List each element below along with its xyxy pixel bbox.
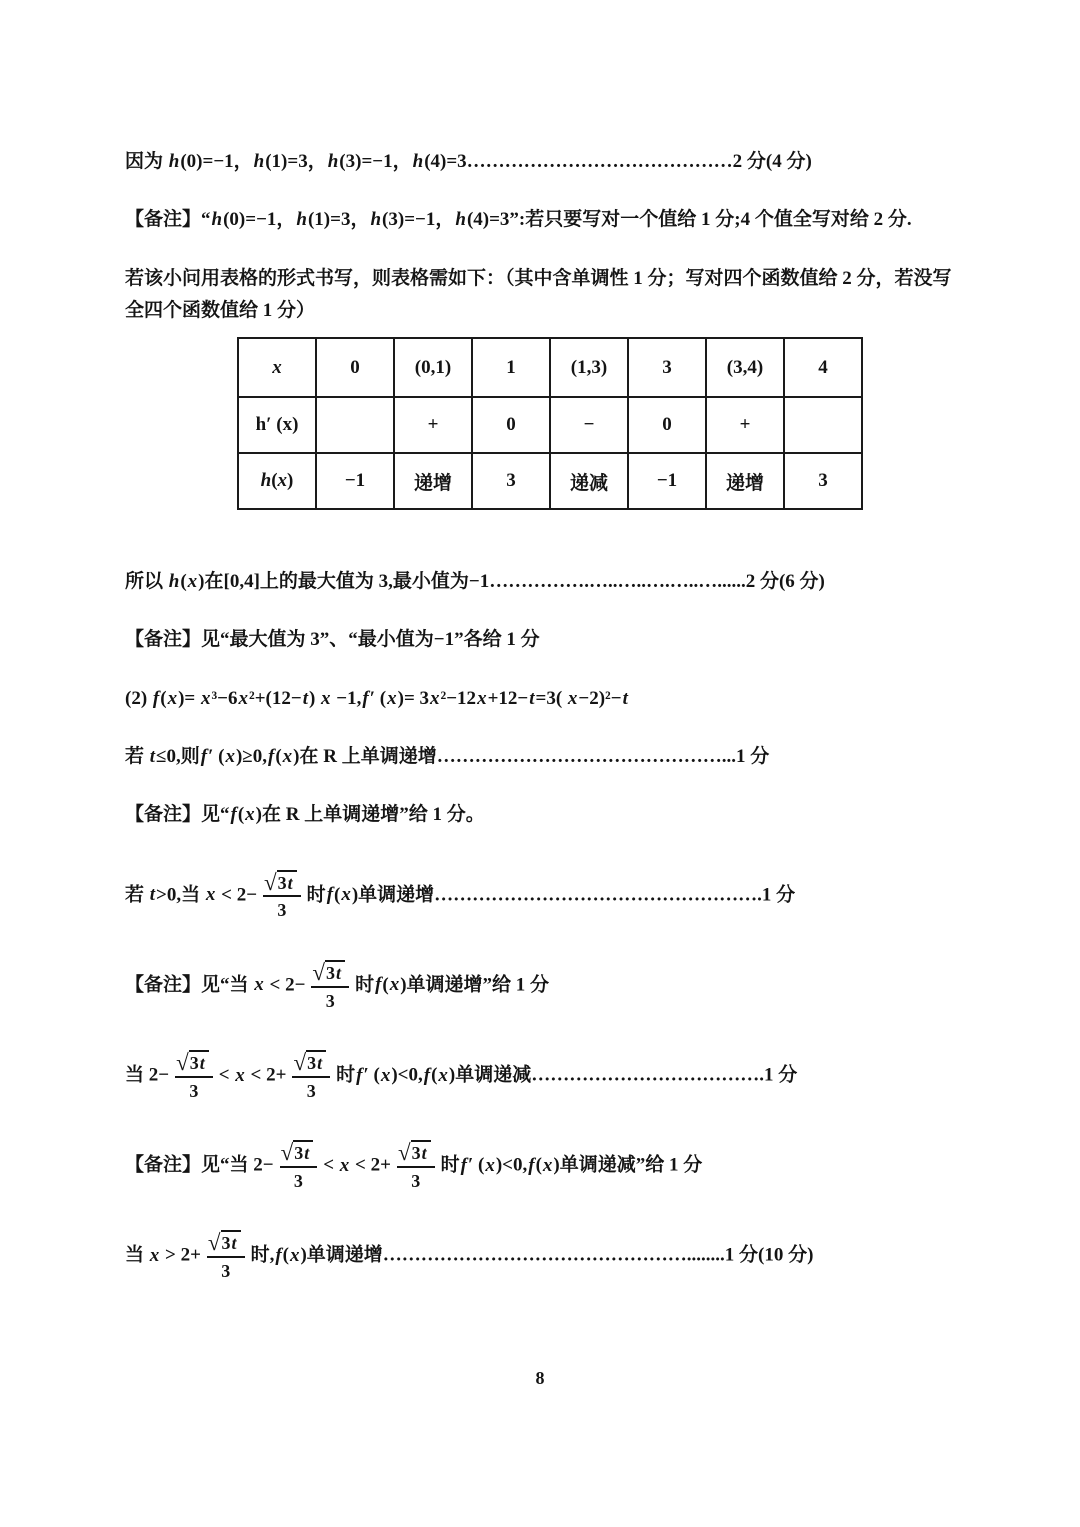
table-cell: h(x)	[238, 453, 316, 509]
table-header-cell: 0	[316, 338, 394, 397]
table-header-cell: 3	[628, 338, 706, 397]
table-cell: 递增	[394, 453, 472, 509]
page-number: 8	[535, 1368, 545, 1388]
line-remark-decreasing: 【备注】见“当 2− √ 3t 3 < x < 2+ √ 3t 3 时f′ (x)<0,f(x)单调递减”给 1 分	[125, 1140, 703, 1191]
line-max-min: 所以 h(x)在[0,4]上的最大值为 3,最小值为−1…………….…..…..….…..…......2 分(6 分)	[125, 571, 825, 593]
table-header-cell: (0,1)	[394, 338, 472, 397]
table-header-cell: 1	[472, 338, 550, 397]
table-cell: −1	[316, 453, 394, 509]
table-cell: −	[550, 397, 628, 453]
table-cell: 递增	[706, 453, 784, 509]
line-table-note: 若该小问用表格的形式书写，则表格需如下：（其中含单调性 1 分；写对四个函数值给 2 分，若没写全四个函数值给 1 分）	[125, 267, 952, 321]
radical-sign: √	[312, 959, 326, 985]
table-cell: 0	[628, 397, 706, 453]
table-cell: 0	[472, 397, 550, 453]
line-remark-h-values: 【备注】“h(0)=−1，h(1)=3，h(3)=−1，h(4)=3”:若只要写对一个值给 1 分;4 个值全写对给 2 分.	[125, 209, 912, 231]
text-block-after-table	[125, 566, 952, 1282]
table-cell: 3	[784, 453, 862, 509]
line-t-positive-increasing: 若 t>0,当 x < 2− √ 3t 3 时f(x)单调递增…………………………………………….1 分	[125, 869, 796, 921]
table-cell: h′ (x)	[238, 397, 316, 453]
sqrt-fraction: √ 3t 3	[280, 1140, 318, 1192]
sqrt-fraction: √ 3t 3	[263, 870, 301, 922]
table-cell: 3	[472, 453, 550, 509]
sqrt-fraction: √ 3t 3	[292, 1050, 330, 1102]
line-f-definition: (2) f(x)= x³−6x²+(12−t) x −1,f′ (x)= 3x²−12x+12−t=3( x−2)²−t	[125, 687, 628, 709]
radical-sign: √	[207, 1230, 221, 1256]
line-remark-increasing: 【备注】见“当 x < 2− √ 3t 3 时f(x)单调递增”给 1 分	[125, 959, 550, 1011]
line-h-values: 因为 h(0)=−1，h(1)=3，h(3)=−1，h(4)=3……………………………………2 分(4 分)	[125, 151, 812, 172]
line-t-nonpositive: 若 t≤0,则f′ (x)≥0,f(x)在 R 上单调递增………………………………………...1 分	[125, 746, 770, 768]
table-cell: 递减	[550, 453, 628, 509]
sqrt-fraction: √ 3t 3	[207, 1230, 245, 1282]
line-decreasing: 当 2− √ 3t 3 < x < 2+ √ 3t 3 时f′ (x)<0,f(x)单调递减……………………………….1 分	[125, 1050, 798, 1101]
table-header-cell: (3,4)	[706, 338, 784, 397]
sqrt-fraction: √ 3t 3	[397, 1140, 435, 1192]
radical-sign: √	[264, 869, 277, 895]
table-row	[238, 453, 862, 509]
monotonicity-table	[237, 337, 863, 510]
line-final-increasing: 当 x > 2+ √ 3t 3 时,f(x)单调递增…………………………………………........1 分(10 分)	[125, 1230, 814, 1282]
table-cell: +	[706, 397, 784, 453]
table-cell	[784, 397, 862, 453]
radical-sign: √	[293, 1050, 307, 1076]
text-block-before-table	[125, 146, 952, 327]
table-cell: −1	[628, 453, 706, 509]
table-row	[238, 397, 862, 453]
radical-sign: √	[280, 1140, 294, 1166]
line-remark-max-min: 【备注】见“最大值为 3”、“最小值为−1”各给 1 分	[125, 629, 540, 651]
table-cell: +	[394, 397, 472, 453]
table-header-cell: (1,3)	[550, 338, 628, 397]
sqrt-fraction: √ 3t 3	[175, 1050, 213, 1102]
sqrt-fraction: √ 3t 3	[311, 960, 349, 1012]
radical-sign: √	[397, 1140, 411, 1166]
table-row	[238, 338, 862, 397]
table-header-cell: x	[238, 338, 316, 397]
table-header-cell: 4	[784, 338, 862, 397]
table-cell	[316, 397, 394, 453]
radical-sign: √	[176, 1050, 189, 1076]
line-remark-increasing-R: 【备注】见“f(x)在 R 上单调递增”给 1 分。	[125, 804, 485, 826]
